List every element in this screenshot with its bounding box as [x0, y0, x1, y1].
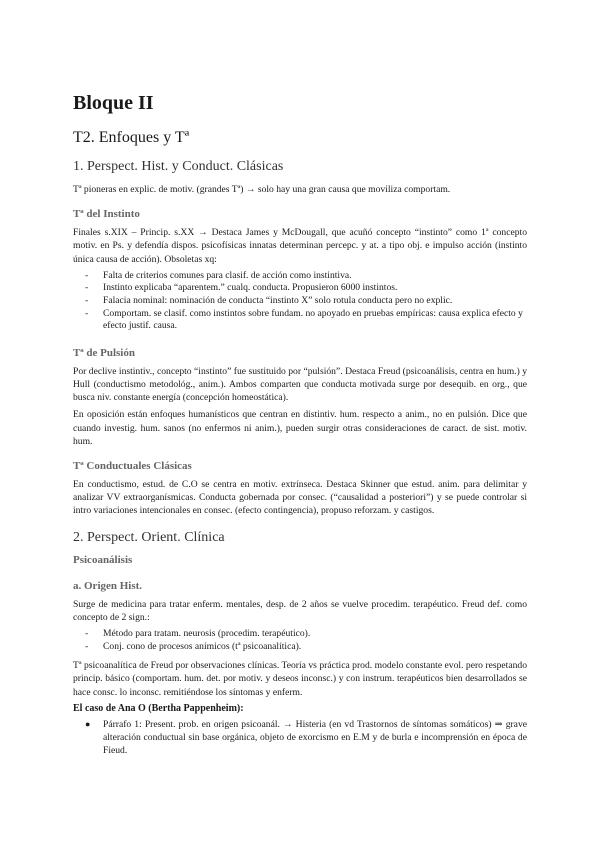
list-item: - Comportam. se clasif. como instintos sobre fundam. no apoyado en pruebas empíricas: causa explica efecto y efecto justif. causa.	[85, 307, 523, 332]
origen-paragraph-2: Tª psicoanalítica de Freud por observaciones clínicas. Teoría vs práctica prod. modelo constante evol. pero respetando princip. básico (comportam. hum. det. por motiv. y deseos inconsc.) y con instrum. terapéuticos bien desarrollados se hace consc. lo inconsc. remitiéndose los síntomas y enferm.	[73, 660, 527, 698]
section-1-heading: 1. Perspect. Hist. y Conduct. Clásicas	[73, 159, 284, 174]
caso-list	[73, 718, 527, 757]
origen-paragraph: Surge de medicina para tratar enferm. mentales, desp. de 2 años se vuelve procedim. terapéutico. Freud def. como concepto de 2 sign.:	[73, 598, 527, 623]
caso-heading: El caso de Ana O (Bertha Pappenheim):	[73, 702, 244, 714]
instinto-heading: Tª del Instinto	[73, 208, 140, 221]
conductuales-heading: Tª Conductuales Clásicas	[73, 460, 192, 472]
conductuales-paragraph: En conductismo, estud. de C.O se centra en motiv. extrínseca. Destaca Skinner que estud. anim. para delimitar y analizar VV extraorganísmicas. Conducta gobernada por consec. (“causalidad a posteriori”) y se puede controlar si intro variaciones intencionales en consec. (efecto contingencia), propuso reforzam. y castigos.	[73, 479, 527, 517]
pulsion-heading: Tª de Pulsión	[73, 346, 135, 359]
section-1-intro: Tª pioneras en explic. de motiv. (grandes Tª) → solo hay una gran causa que moviliza comportam.	[73, 184, 451, 195]
section-2-heading: 2. Perspect. Orient. Clínica	[73, 529, 225, 545]
document-page	[73, 92, 527, 757]
list-item: - Instinto explicaba “aparentem.” cualq. conducta. Propusieron 6000 instintos.	[85, 282, 398, 294]
list-item: - Método para tratam. neurosis (procedim. terapéutico).	[85, 628, 311, 640]
pulsion-paragraph-1: Por declive instintiv., concepto “instinto” fue sustituido por “pulsión”. Destaca Freud (psicoanálisis, centra en hum.) y Hull (conductismo metodológ., anim.). Ambos comparten que conducta motivada surge por desequib. en org., que busca niv. constante energía (concepción homeostática).	[73, 365, 527, 404]
instinto-list	[73, 270, 527, 333]
instinto-paragraph: Finales s.XIX – Princip. s.XX → Destaca James y McDougall, que acuñó concepto “instinto” como 1ª concepto motiv. en Ps. y defendía dispos. psicofísicas innatas determinan percepc. y at. a tipo obj. e impulso acción (instinto única causa de acción). Obsoletas xq:	[73, 227, 527, 265]
list-item: ● Párrafo 1: Present. prob. en origen psicoanál. → Histeria (en vd Trastornos de síntomas somáticos) ⇒ grave alteración conductual sin base orgánica, objeto de exorcismo en E.M y de burla e incomprensión en época de Fieud.	[85, 718, 527, 756]
list-item: - Falacia nominal: nominación de conducta “instinto X” solo rotula conducta pero no explic.	[85, 295, 453, 306]
pulsion-paragraph-2: En oposición están enfoques humanísticos que centran en distintiv. hum. respecto a anim., no en pulsión. Dice que cuando investig. hum. sanos (no enfermos ni anim.), pueden surgir otras consideraciones de caract. de sist. motiv. hum.	[73, 409, 527, 447]
list-item: - Conj. cono de procesos anímicos (tª psicoanalítica).	[85, 640, 302, 652]
origen-list	[73, 628, 527, 653]
origen-heading: a. Origen Hist.	[73, 579, 143, 592]
block-title: Bloque II	[73, 92, 154, 114]
list-item: - Falta de criterios comunes para clasif. de acción como instintiva.	[85, 269, 352, 281]
psicoanalisis-heading: Psicoanálisis	[73, 553, 133, 566]
topic-title: T2. Enfoques y Tª	[73, 129, 190, 146]
